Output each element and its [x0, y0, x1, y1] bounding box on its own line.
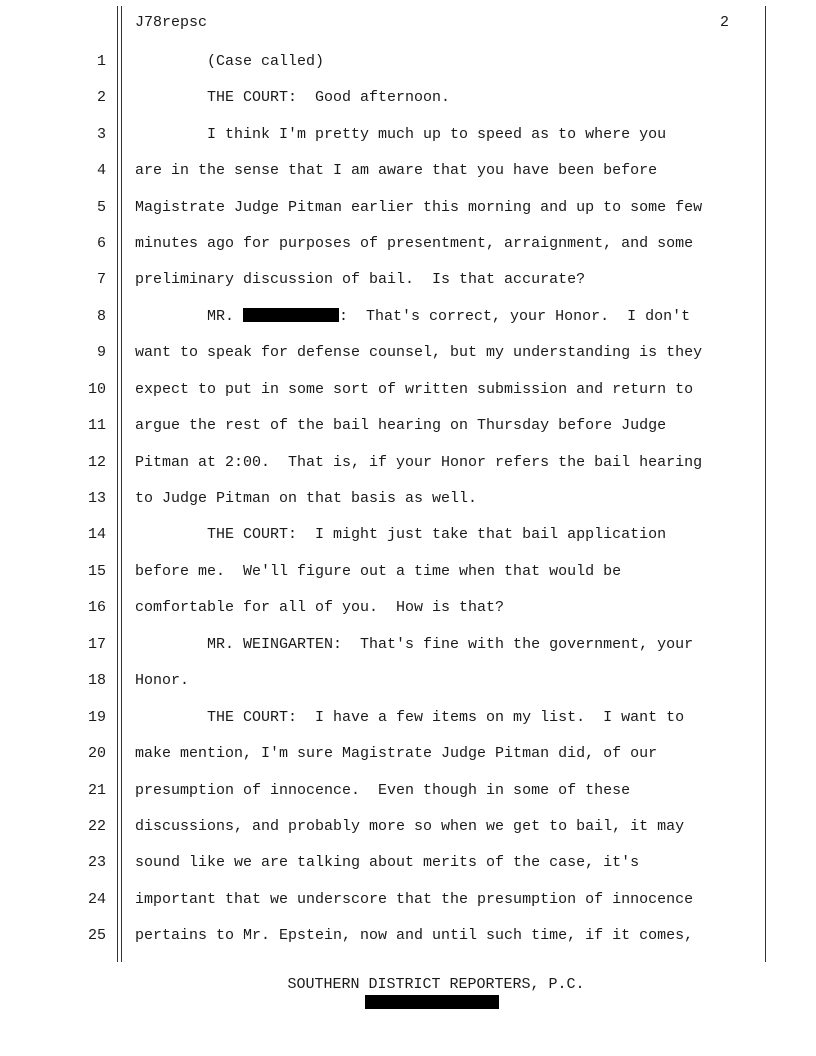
transcript-line: pertains to Mr. Epstein, now and until such time, if it comes, — [135, 927, 694, 944]
transcript-code: J78repsc — [135, 14, 208, 31]
transcript-line: THE COURT: I have a few items on my list. I want to — [135, 709, 685, 726]
line-number: 23 — [87, 854, 106, 871]
transcript-line: (Case called) — [135, 53, 325, 70]
right-margin-rule — [765, 6, 766, 962]
footer-redaction-bar — [365, 995, 499, 1009]
transcript-line: make mention, I'm sure Magistrate Judge Pitman did, of our — [135, 745, 658, 762]
transcript-line: minutes ago for purposes of presentment, arraignment, and some — [135, 235, 694, 252]
transcript-line: are in the sense that I am aware that you have been before — [135, 162, 658, 179]
line-number: 19 — [87, 709, 106, 726]
transcript-line: I think I'm pretty much up to speed as to where you — [135, 126, 667, 143]
line-number: 13 — [87, 490, 106, 507]
line-number: 24 — [87, 891, 106, 908]
line-number: 10 — [87, 381, 106, 398]
speaker-prefix: MR. — [135, 308, 244, 325]
line-number: 9 — [96, 344, 106, 361]
redaction-bar — [243, 308, 339, 322]
line-number: 2 — [96, 89, 106, 106]
line-number: 25 — [87, 927, 106, 944]
left-margin-rule-1 — [117, 6, 118, 962]
line-number: 22 — [87, 818, 106, 835]
transcript-line: sound like we are talking about merits of the case, it's — [135, 854, 640, 871]
transcript-line: preliminary discussion of bail. Is that accurate? — [135, 271, 586, 288]
transcript-line: important that we underscore that the presumption of innocence — [135, 891, 694, 908]
transcript-line: presumption of innocence. Even though in some of these — [135, 782, 631, 799]
line-number: 21 — [87, 782, 106, 799]
left-margin-rule-2 — [121, 6, 122, 962]
line-number: 17 — [87, 636, 106, 653]
transcript-line: want to speak for defense counsel, but my understanding is they — [135, 344, 703, 361]
line-number: 15 — [87, 563, 106, 580]
line-number: 12 — [87, 454, 106, 471]
page-number: 2 — [719, 14, 729, 31]
line-number: 20 — [87, 745, 106, 762]
line-number: 11 — [87, 417, 106, 434]
line-number: 5 — [96, 199, 106, 216]
line-number: 6 — [96, 235, 106, 252]
transcript-line: Pitman at 2:00. That is, if your Honor refers the bail hearing — [135, 454, 703, 471]
line-number: 1 — [96, 53, 106, 70]
transcript-line: discussions, and probably more so when we get to bail, it may — [135, 818, 685, 835]
page-header — [135, 14, 729, 34]
transcript-line: before me. We'll figure out a time when that would be — [135, 563, 622, 580]
transcript-line: THE COURT: Good afternoon. — [135, 89, 451, 106]
transcript-line: expect to put in some sort of written submission and return to — [135, 381, 694, 398]
line-number: 16 — [87, 599, 106, 616]
line-text: : That's correct, your Honor. I don't — [339, 308, 691, 325]
transcript-line: Magistrate Judge Pitman earlier this morning and up to some few — [135, 199, 703, 216]
transcript-line — [135, 307, 690, 327]
transcript-line: to Judge Pitman on that basis as well. — [135, 490, 478, 507]
footer-reporter: SOUTHERN DISTRICT REPORTERS, P.C. — [287, 976, 585, 993]
transcript-line: MR. WEINGARTEN: That's fine with the government, your — [135, 636, 694, 653]
transcript-line: THE COURT: I might just take that bail application — [135, 526, 667, 543]
line-number: 8 — [96, 308, 106, 325]
line-number: 4 — [96, 162, 106, 179]
transcript-line: argue the rest of the bail hearing on Thursday before Judge — [135, 417, 667, 434]
line-number: 7 — [96, 271, 106, 288]
transcript-line: Honor. — [135, 672, 190, 689]
line-number: 18 — [87, 672, 106, 689]
line-number: 3 — [96, 126, 106, 143]
line-number: 14 — [87, 526, 106, 543]
transcript-line: comfortable for all of you. How is that? — [135, 599, 505, 616]
